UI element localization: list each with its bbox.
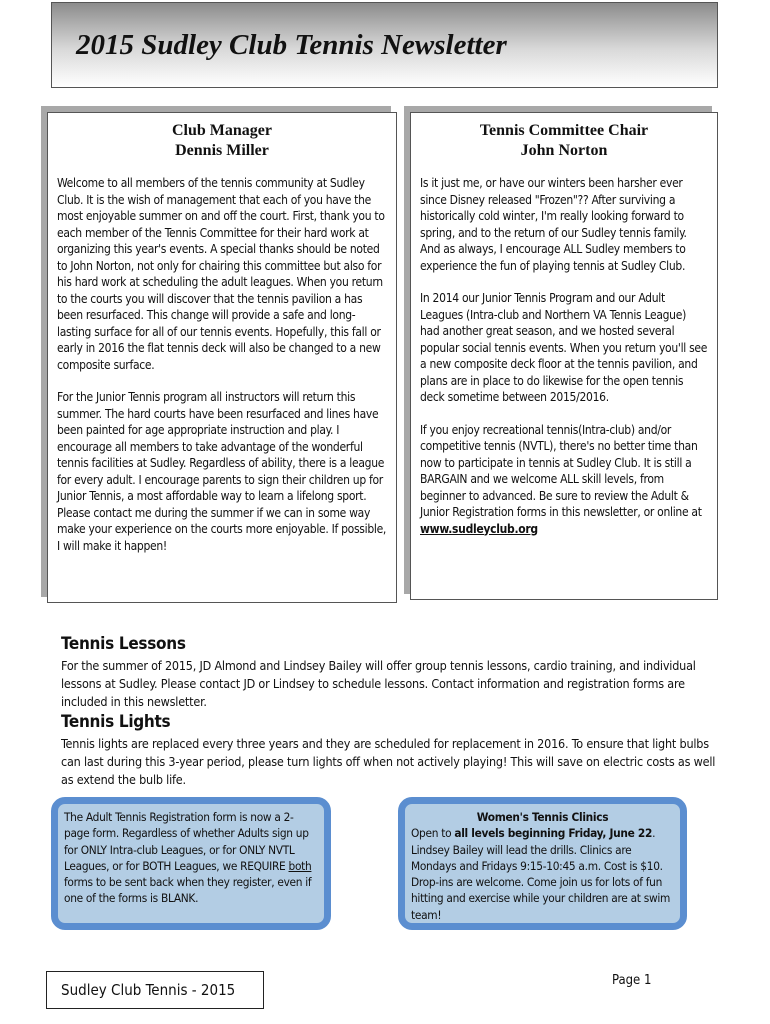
committee-chair-role: Tennis Committee Chair [479, 122, 649, 139]
womens-clinics-text-2: . Lindsey Bailey will lead the drills. Clinics are Mondays and Fridays 9:15-10:45 a.m. Cost is $10. Drop-ins are welcome. Come join us for lots of fun hitting and exercise while your children are at swim team! [411, 826, 671, 922]
womens-clinics-callout [398, 797, 687, 930]
committee-chair-column [410, 112, 718, 600]
registration-text-2: forms to be sent back when they register, even if one of the forms is BLANK. [64, 875, 312, 906]
registration-callout [51, 797, 331, 930]
womens-clinics-bold: all levels beginning Friday, June 22 [454, 826, 653, 841]
club-manager-column [47, 112, 397, 603]
registration-both-underlined: both [288, 858, 312, 873]
club-manager-paragraph-1: Welcome to all members of the tennis community at Sudley Club. It is the wish of management that each of you have the most enjoyable summer on and off the court. First, thank you to each member of the Tennis Committee for their hard work at organizing this year's events. A special thanks should be noted to John Norton, not only for chairing this committee but also for his hard work at scheduling the adult leagues. When you return to the courts you will discover that the tennis pavilion a has been resurfaced. This change will provide a safe and long-lasting surface for all of our tennis events. Hopefully, this fall or early in 2016 the flat tennis deck will also be changed to a new composite surface. [57, 176, 385, 372]
committee-chair-paragraph-3-text: If you enjoy recreational tennis(Intra-club) and/or competitive tennis (NVTL), there's no better time than now to participate in tennis at Sudley Club. It is still a BARGAIN and we welcome ALL skill levels, from beginner to advanced. Be sure to review the Adult & Junior Registration forms in this newsletter, or online at [420, 422, 702, 519]
club-manager-role: Club Manager [172, 122, 272, 139]
footer-label: Sudley Club Tennis - 2015 [61, 981, 236, 999]
newsletter-header [51, 2, 718, 88]
tennis-lights-body: Tennis lights are replaced every three years and they are scheduled for replacement in 2016. To ensure that light bulbs can last during this 3-year period, please turn lights off when not actively playing! This will save on electric costs as well as extend the bulb life. [61, 736, 716, 787]
committee-chair-paragraph-3 [420, 422, 708, 538]
committee-chair-paragraph-2: In 2014 our Junior Tennis Program and our Adult Leagues (Intra-club and Northern VA Tennis League) had another great season, and we hosted several popular social tennis events. When you return you'll see a new composite deck floor at the tennis pavilion, and plans are in place to do likewise for the open tennis deck sometime between 2015/2016. [420, 291, 708, 404]
footer-label-box [46, 971, 264, 1009]
womens-clinics-title: Women's Tennis Clinics [476, 810, 609, 824]
page-number: Page 1 [612, 973, 652, 988]
tennis-lessons-body: For the summer of 2015, JD Almond and Lindsey Bailey will offer group tennis lessons, cardio training, and individual lessons at Sudley. Please contact JD or Lindsey to schedule lessons. Contact information and registration forms are included in this newsletter. [61, 658, 696, 709]
newsletter-title: 2015 Sudley Club Tennis Newsletter [76, 29, 507, 61]
club-manager-paragraph-2: For the Junior Tennis program all instructors will return this summer. The hard courts have been resurfaced and lines have been painted for age appropriate instruction and play. I encourage all members to take advantage of the wonderful tennis facilities at Sudley. Regardless of ability, there is a league for every adult. I encourage parents to sign their children up for Junior Tennis, a most affordable way to learn a lifelong sport. Please contact me during the summer if we can in some way make your experience on the courts more enjoyable. If possible, I will make it happen! [57, 390, 387, 553]
committee-chair-name: John Norton [520, 142, 608, 159]
club-manager-heading [48, 121, 396, 161]
tennis-lessons-title: Tennis Lessons [61, 634, 186, 654]
committee-chair-heading [411, 121, 717, 161]
committee-chair-paragraph-1: Is it just me, or have our winters been harsher ever since Disney released "Frozen"?? After surviving a historically cold winter, I'm really looking forward to spring, and to the return of our Sudley tennis family. And as always, I encourage ALL Sudley members to experience the fun of playing tennis at Sudley Club. [420, 176, 687, 273]
tennis-lights-title: Tennis Lights [61, 712, 171, 732]
womens-clinics-text-1: Open to [411, 826, 455, 841]
registration-text-1: The Adult Tennis Registration form is now a 2-page form. Regardless of whether Adults sign up for ONLY Intra-club Leagues, or for ONLY NVTL Leagues, or for BOTH Leagues, we REQUIRE [64, 810, 309, 873]
sudleyclub-link[interactable]: www.sudleyclub.org [420, 521, 538, 536]
club-manager-name: Dennis Miller [175, 142, 269, 159]
